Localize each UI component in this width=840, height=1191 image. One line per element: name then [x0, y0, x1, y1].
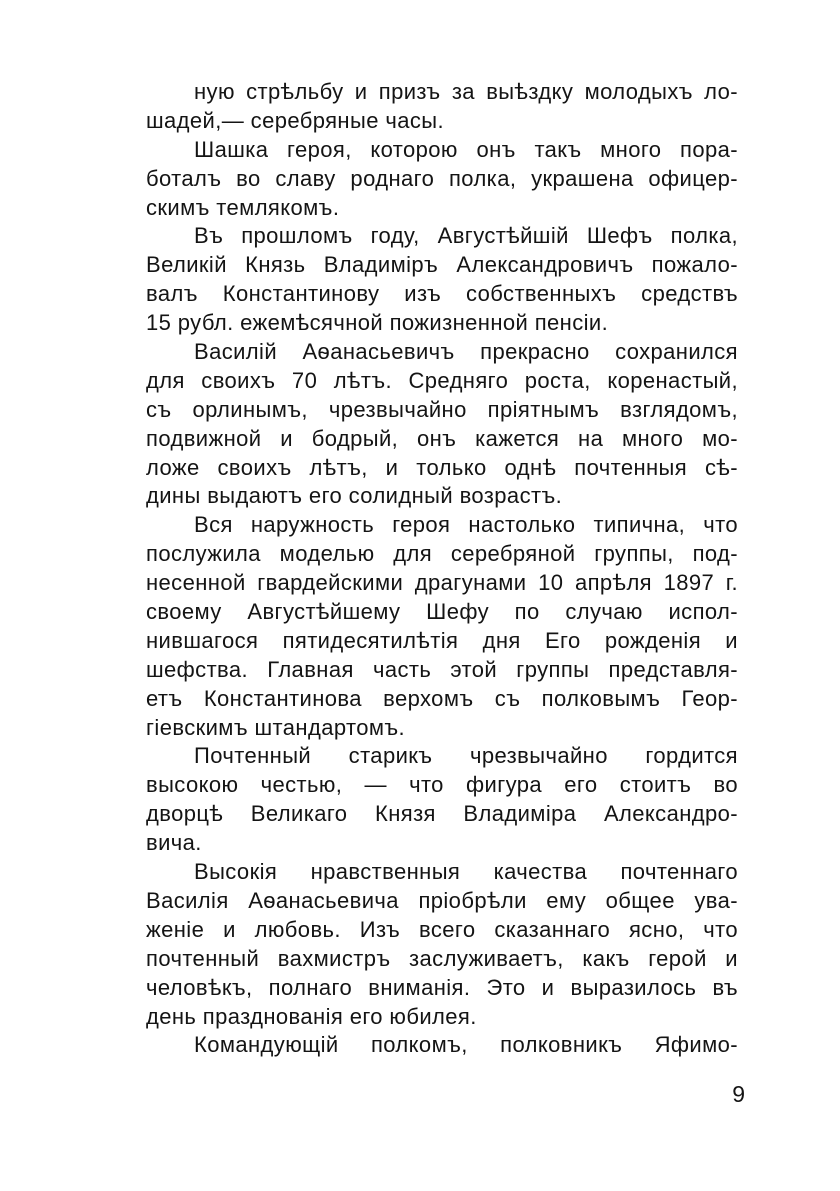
- text-line: гіевскимъ штандартомъ.: [146, 714, 406, 740]
- text-line: высокою честью, — что фигура его стоитъ во: [146, 772, 738, 798]
- text-line: Василій Аѳанасьевичъ прекрасно сохранился: [194, 339, 738, 365]
- text-line: послужила моделью для серебряной группы, под-: [146, 541, 738, 567]
- text-line: подвижной и бодрый, онъ кажется на много мо-: [146, 425, 738, 451]
- paragraph: [146, 136, 738, 223]
- paragraph: [146, 511, 738, 742]
- text-line: нившагося пятидесятилѣтія дня Его рожденія и: [146, 627, 738, 653]
- text-line: шефства. Главная часть этой группы представля-: [146, 656, 738, 682]
- text-line: Шашка героя, которою онъ такъ много пора-: [194, 136, 738, 162]
- paragraph: [146, 222, 738, 338]
- text-line: дворцѣ Великаго Князя Владиміра Александро-: [146, 801, 738, 827]
- text-line: своему Августѣйшему Шефу по случаю испол-: [146, 599, 738, 625]
- paragraph: [146, 858, 738, 1031]
- text-line: дины выдаютъ его солидный возрастъ.: [146, 483, 563, 509]
- text-line: вича.: [146, 830, 202, 856]
- text-line: день празднованія его юбилея.: [146, 1003, 477, 1029]
- text-line: ложе своихъ лѣтъ, и только однѣ почтенныя сѣ-: [146, 454, 738, 480]
- text-line: шадей,— серебряные часы.: [146, 107, 444, 133]
- text-line: несенной гвардейскими драгунами 10 апрѣля 1897 г.: [146, 570, 738, 596]
- text-line: женіе и любовь. Изъ всего сказаннаго ясно, что: [146, 916, 738, 942]
- text-line: Въ прошломъ году, Августѣйшій Шефъ полка,: [194, 223, 738, 249]
- paragraph: [146, 338, 738, 511]
- text-line: ную стрѣльбу и призъ за выѣздку молодыхъ ло-: [194, 79, 738, 104]
- text-line: съ орлинымъ, чрезвычайно пріятнымъ взглядомъ,: [146, 396, 738, 422]
- text-line: человѣкъ, полнаго вниманія. Это и выразилось въ: [146, 974, 738, 1000]
- body-text: [146, 78, 738, 1060]
- paragraph: [146, 78, 738, 136]
- text-line: боталъ во славу роднаго полка, украшена офицер-: [146, 165, 738, 191]
- text-line: Высокія нравственныя качества почтеннаго: [194, 859, 738, 885]
- text-line: Великій Князь Владиміръ Александровичъ пожало-: [146, 252, 738, 278]
- text-line: Вся наружность героя настолько типична, что: [194, 512, 738, 538]
- paragraph: [146, 742, 738, 858]
- text-line: валъ Константинову изъ собственныхъ средствъ: [146, 281, 738, 307]
- text-line: почтенный вахмистръ заслуживаетъ, какъ герой и: [146, 945, 738, 971]
- paragraph: [146, 1031, 738, 1060]
- text-line: скимъ темлякомъ.: [146, 194, 340, 220]
- text-line: для своихъ 70 лѣтъ. Средняго роста, коренастый,: [146, 367, 738, 393]
- text-line: 15 рубл. ежемѣсячной пожизненной пенсіи.: [146, 310, 609, 336]
- page-number: 9: [732, 1081, 745, 1107]
- text-line: Командующій полкомъ, полковникъ Яфимо-: [194, 1032, 738, 1058]
- text-line: Почтенный старикъ чрезвычайно гордится: [194, 743, 738, 769]
- text-line: Василія Аѳанасьевича пріобрѣли ему общее ува-: [146, 887, 738, 913]
- text-line: етъ Константинова верхомъ съ полковымъ Геор-: [146, 685, 738, 711]
